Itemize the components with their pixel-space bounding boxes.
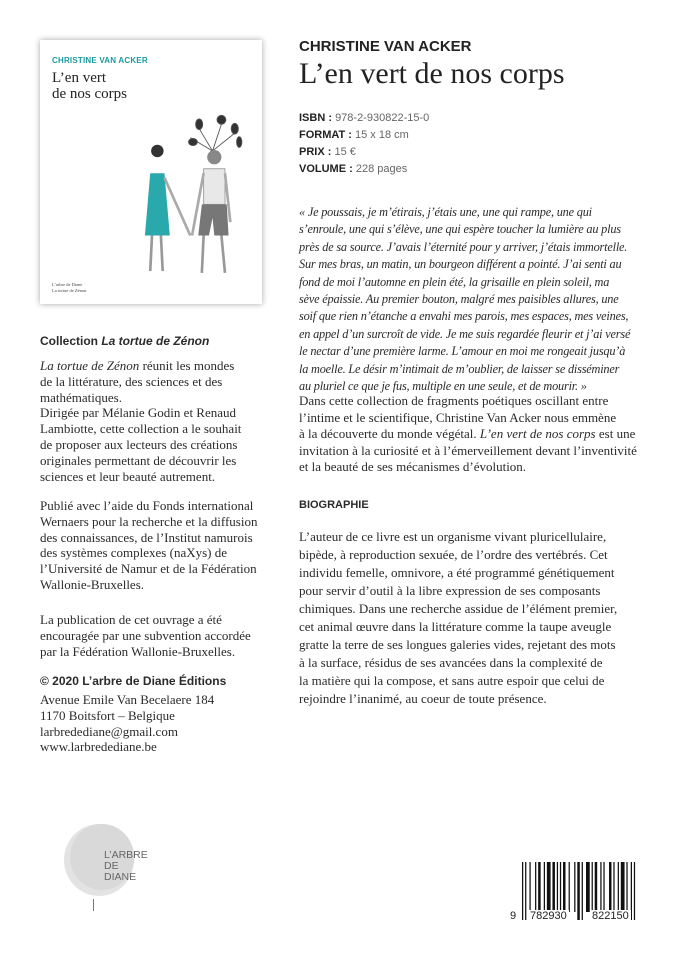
cover-title xyxy=(52,70,127,102)
birds-branches-icon xyxy=(188,115,241,151)
excerpt-quote xyxy=(299,204,659,395)
text-line: La tortue de Zénon réunit les mondes xyxy=(40,358,235,373)
meta-isbn: ISBN : 978-2-930822-15-0 xyxy=(299,112,430,124)
copyright: © 2020 L’arbre de Diane Éditions xyxy=(40,674,227,688)
text-line: cet animal œuvre dans la littérature comme la taupe aveugle xyxy=(299,619,612,634)
text-line: L’en vert xyxy=(52,70,107,86)
text-line: la moelle. Le désir m’intimait de m’oublier, de laisser se disséminer xyxy=(299,361,620,376)
text-line: Sur mes bras, un matin, un bourgeon différent a pointé. J’ai senti au xyxy=(299,257,622,272)
text-line: Dans cette collection de fragments poétiques oscillant entre xyxy=(299,393,609,408)
text-line: gratte la terre de ses longues galeries vides, rejetant des mots xyxy=(299,637,616,652)
barcode-bar xyxy=(563,862,566,912)
cover-illustration xyxy=(125,102,260,280)
barcode-bar xyxy=(595,862,598,912)
text-line: des connaissances, de l’Institut namurois xyxy=(40,529,253,545)
text-line: la matière qui la compose, et sans autre espoir que celui de xyxy=(299,673,605,688)
man-figure xyxy=(192,150,230,273)
barcode-bar xyxy=(592,862,593,912)
barcode-bar xyxy=(522,862,523,920)
text-line: fond de moi l’automne en plein été, la grisaille en plein soleil, ma xyxy=(299,274,610,289)
barcode-bar xyxy=(577,862,580,920)
text-line: l’intime et le scientifique, Christine Van Acker nous emmène xyxy=(299,409,617,425)
text-line: Wallonie-Bruxelles. xyxy=(40,576,145,592)
barcode-bar xyxy=(525,862,526,920)
biography-heading: BIOGRAPHIE xyxy=(299,499,369,511)
text-line: L’arbre de Diane xyxy=(52,282,83,287)
barcode-bar xyxy=(538,862,541,912)
cover-publisher xyxy=(52,282,86,294)
text-line: L’auteur de ce livre est un organisme vivant pluricellulaire, xyxy=(299,529,607,544)
book-title: L’en vert de nos corps xyxy=(299,57,565,90)
text-line: le nectar d’une première larme. L’amour en moi me rongeait jusqu’à xyxy=(299,344,626,359)
text-line: DE xyxy=(104,860,119,872)
barcode-bar xyxy=(569,862,570,912)
barcode-bar xyxy=(626,862,627,912)
text-line: au pluriel ce que je fus, multiple en une seule, et de mourir. » xyxy=(299,379,587,394)
text-line: originales permettant de découvrir les xyxy=(40,452,237,468)
text-line: chimiques. Dans une recherche assidue de l’élément premier, xyxy=(299,601,618,616)
text-line: à la surface, résidus de ses avancées dans la complexité de xyxy=(299,655,603,670)
text-line: 1170 Boitsfort – Belgique xyxy=(40,707,175,723)
text-line: La publication de cet ouvrage a été xyxy=(40,612,222,627)
logo-stem xyxy=(93,899,94,911)
barcode-bar xyxy=(634,862,635,920)
book-meta xyxy=(299,110,659,178)
text-line: par la Fédération Wallonie-Bruxelles. xyxy=(40,643,236,659)
barcode-bar xyxy=(557,862,558,912)
author-name: CHRISTINE VAN ACKER xyxy=(299,38,472,55)
barcode-bar xyxy=(535,862,536,912)
biography-text xyxy=(299,528,659,708)
text-line: invitation à la curiosité et à l’émerveillement devant l’inventivité xyxy=(299,442,637,458)
barcode-bar xyxy=(529,862,530,912)
text-line: « Je poussais, je m’étirais, j’étais une, une qui rampe, une qui xyxy=(299,205,592,219)
meta-volume: VOLUME : 228 pages xyxy=(299,163,408,175)
barcode-bar xyxy=(544,862,545,912)
text-line: Avenue Emile Van Becelaere 184 xyxy=(40,692,215,707)
barcode-bar xyxy=(618,862,619,912)
text-line: Publié avec l’aide du Fonds international xyxy=(40,498,254,513)
barcode-bar xyxy=(609,862,612,912)
barcode-digits-left: 782930 xyxy=(530,910,567,922)
text-line: à la découverte du monde végétal. L’en vert de nos corps est une xyxy=(299,426,636,441)
barcode-bar xyxy=(631,862,632,920)
barcode-bar xyxy=(547,862,551,912)
barcode-digits-right: 822150 xyxy=(592,910,629,922)
collection-description xyxy=(40,358,280,484)
barcode-digit-first: 9 xyxy=(510,910,517,922)
text-line: et la beauté de ses mécanismes d’évolution. xyxy=(299,459,527,474)
text-line: de nos corps xyxy=(52,86,127,102)
woman-figure xyxy=(145,145,190,271)
subsidy-note xyxy=(40,612,280,659)
text-line: encouragée par une subvention accordée xyxy=(40,627,251,643)
meta-price: PRIX : 15 € xyxy=(299,146,356,158)
text-line: DIANE xyxy=(104,871,137,883)
text-line: de proposer aux lecteurs des créations xyxy=(40,436,238,452)
barcode-bar xyxy=(613,862,614,912)
text-line: mathématiques. xyxy=(40,389,122,405)
text-line: Wernaers pour la recherche et la diffusion xyxy=(40,513,258,529)
text-line: des systèmes complexes (naXys) de xyxy=(40,545,228,561)
barcode-bar xyxy=(586,862,590,912)
publisher-address xyxy=(40,692,280,755)
text-line: soif que rien n’étanche a envahi mes parois, mes espaces, mes veines, xyxy=(299,309,629,324)
text-line: L’ARBRE xyxy=(104,849,148,861)
text-line: près de sa source. J’avais l’éternité pour y arriver, j’étais immortelle. xyxy=(299,239,628,254)
text-line: Dirigée par Mélanie Godin et Renaud xyxy=(40,405,237,421)
text-line: sciences et leur beauté autrement. xyxy=(40,468,216,484)
text-line: bipède, à reproduction sexuée, de l’ordre des vertébrés. Cet xyxy=(299,547,608,562)
book-description xyxy=(299,393,659,476)
text-line: La tortue de Zénon xyxy=(52,288,87,293)
barcode-bar xyxy=(621,862,625,912)
meta-format: FORMAT : 15 x 18 cm xyxy=(299,129,409,141)
text-line: larbredediane@gmail.com xyxy=(40,723,178,739)
text-line: individu femelle, omnivore, a été programmé génétiquement xyxy=(299,565,615,580)
book-cover xyxy=(40,40,262,304)
text-line: Lambiotte, cette collection a le souhait xyxy=(40,421,242,437)
collection-heading: Collection La tortue de Zénon xyxy=(40,334,210,348)
barcode-bar xyxy=(560,862,561,912)
text-line: rejoindre l’inanimé, au coeur de toute présence. xyxy=(299,691,547,706)
barcode-bar xyxy=(603,862,604,912)
text-line: l’Université de Namur et de la Fédération xyxy=(40,561,257,577)
text-line: sève épaissie. Au premier bouton, malgré mes paisibles allures, une xyxy=(299,292,619,307)
funding-note xyxy=(40,498,280,593)
text-line: en appel d’un surcroît de vide. Je me suis regardée fleurir et j’ai versé xyxy=(299,326,631,341)
barcode-bar xyxy=(574,862,575,912)
isbn-barcode xyxy=(510,862,655,930)
text-line: s’enroule, une qui s’élève, une qui espère toucher la lumière au plus xyxy=(299,222,621,237)
text-line: pour servir d’outil à la libre expression de ses composants xyxy=(299,583,601,598)
cover-author: CHRISTINE VAN ACKER xyxy=(52,56,148,65)
barcode-bar xyxy=(600,862,601,912)
barcode-bar xyxy=(582,862,583,920)
logo-text xyxy=(104,850,148,883)
barcode-bar xyxy=(552,862,555,912)
text-line: www.larbredediane.be xyxy=(40,739,157,755)
text-line: de la littérature, des sciences et des xyxy=(40,373,223,389)
